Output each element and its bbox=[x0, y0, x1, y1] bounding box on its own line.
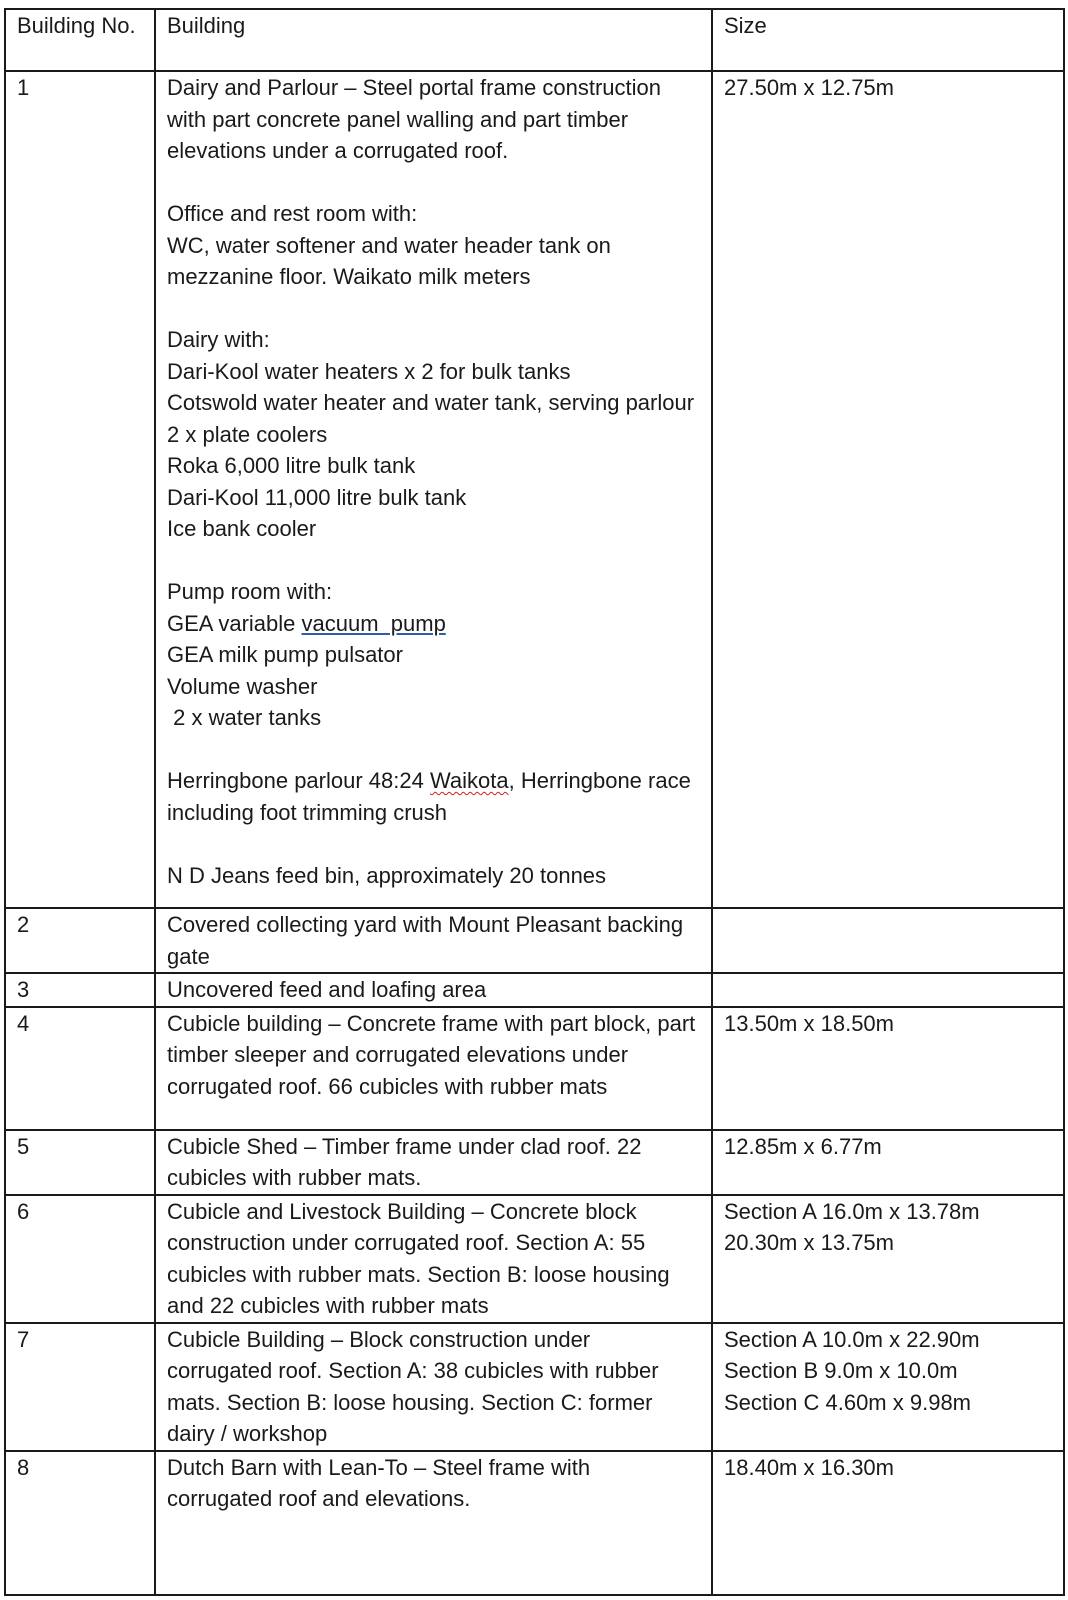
desc-paragraph: Dairy and Parlour – Steel portal frame construction with part concrete panel walling and part timber elevations under a corrugated roof. bbox=[167, 75, 668, 163]
spellcheck-error-underline: Waikota bbox=[429, 768, 509, 793]
desc-line: Dari-Kool water heaters x 2 for bulk tanks bbox=[167, 358, 571, 384]
table-row bbox=[5, 1451, 1064, 1596]
building-desc-cell: Cubicle building – Concrete frame with part block, part timber sleeper and corrugated elevations under corrugated roof. 66 cubicles with rubber mats bbox=[155, 1007, 712, 1130]
desc-line: Roka 6,000 litre bulk tank bbox=[167, 453, 416, 478]
size-cell: Section A 10.0m x 22.90m Section B 9.0m x 10.0m Section C 4.60m x 9.98m bbox=[712, 1323, 1064, 1451]
table-row bbox=[5, 1007, 1064, 1130]
size-cell bbox=[712, 908, 1064, 973]
table-row bbox=[5, 1130, 1064, 1195]
building-desc-cell: Dutch Barn with Lean-To – Steel frame with corrugated roof and elevations. bbox=[155, 1451, 712, 1596]
desc-line: 2 x water tanks bbox=[167, 705, 322, 730]
desc-line: Office and rest room with: bbox=[167, 201, 418, 226]
building-no-cell: 4 bbox=[5, 1007, 155, 1130]
building-no-cell: 3 bbox=[5, 973, 155, 1007]
desc-line: WC, water softener and water header tank on mezzanine floor. Waikato milk meters bbox=[167, 232, 618, 289]
header-building-no: Building No. bbox=[5, 9, 155, 71]
size-cell: 12.85m x 6.77m bbox=[712, 1130, 1064, 1195]
desc-line: Volume washer bbox=[167, 673, 318, 699]
desc-line: Cotswold water heater and water tank, serving parlour bbox=[167, 390, 695, 415]
building-no-cell: 8 bbox=[5, 1451, 155, 1596]
table-row bbox=[5, 71, 1064, 908]
table-row bbox=[5, 1195, 1064, 1323]
desc-line: Dari-Kool 11,000 litre bulk tank bbox=[167, 484, 467, 510]
desc-line: Ice bank cooler bbox=[167, 516, 317, 541]
header-size: Size bbox=[712, 9, 1064, 71]
size-cell: 13.50m x 18.50m bbox=[712, 1007, 1064, 1130]
desc-line: N D Jeans feed bin, approximately 20 tonnes bbox=[167, 862, 607, 888]
building-desc-cell bbox=[155, 71, 712, 908]
building-no-cell: 5 bbox=[5, 1130, 155, 1195]
building-desc-cell: Covered collecting yard with Mount Pleasant backing gate bbox=[155, 908, 712, 973]
building-no-cell: 6 bbox=[5, 1195, 155, 1323]
desc-paragraph: Herringbone parlour 48:24 Waikota, Herringbone race including foot trimming crush bbox=[167, 768, 697, 825]
size-cell: Section A 16.0m x 13.78m 20.30m x 13.75m bbox=[712, 1195, 1064, 1323]
size-cell bbox=[712, 973, 1064, 1007]
size-cell: 27.50m x 12.75m bbox=[712, 71, 1064, 908]
header-building: Building bbox=[155, 9, 712, 71]
building-desc-cell: Cubicle Building – Block construction under corrugated roof. Section A: 38 cubicles with rubber mats. Section B: loose housing. Section C: former dairy / workshop bbox=[155, 1323, 712, 1451]
building-no-cell: 2 bbox=[5, 908, 155, 973]
desc-line: GEA variable vacuum pump bbox=[167, 610, 446, 636]
building-desc-cell: Cubicle and Livestock Building – Concrete block construction under corrugated roof. Section A: 55 cubicles with rubber mats. Section B: loose housing and 22 cubicles with rubber mats bbox=[155, 1195, 712, 1323]
size-cell: 18.40m x 16.30m bbox=[712, 1451, 1064, 1596]
building-no-cell: 1 bbox=[5, 71, 155, 908]
desc-line: Pump room with: bbox=[167, 579, 333, 604]
spellcheck-grammar-underline: vacuum pump bbox=[301, 610, 446, 636]
buildings-table bbox=[4, 8, 1065, 1596]
desc-line: 2 x plate coolers bbox=[167, 421, 328, 447]
table-row bbox=[5, 1323, 1064, 1451]
table-row bbox=[5, 908, 1064, 973]
desc-line: GEA milk pump pulsator bbox=[167, 642, 403, 667]
building-desc-cell: Cubicle Shed – Timber frame under clad roof. 22 cubicles with rubber mats. bbox=[155, 1130, 712, 1195]
table-header-row bbox=[5, 9, 1064, 71]
building-no-cell: 7 bbox=[5, 1323, 155, 1451]
building-desc-cell: Uncovered feed and loafing area bbox=[155, 973, 712, 1007]
desc-line: Dairy with: bbox=[167, 327, 270, 352]
table-row bbox=[5, 973, 1064, 1007]
